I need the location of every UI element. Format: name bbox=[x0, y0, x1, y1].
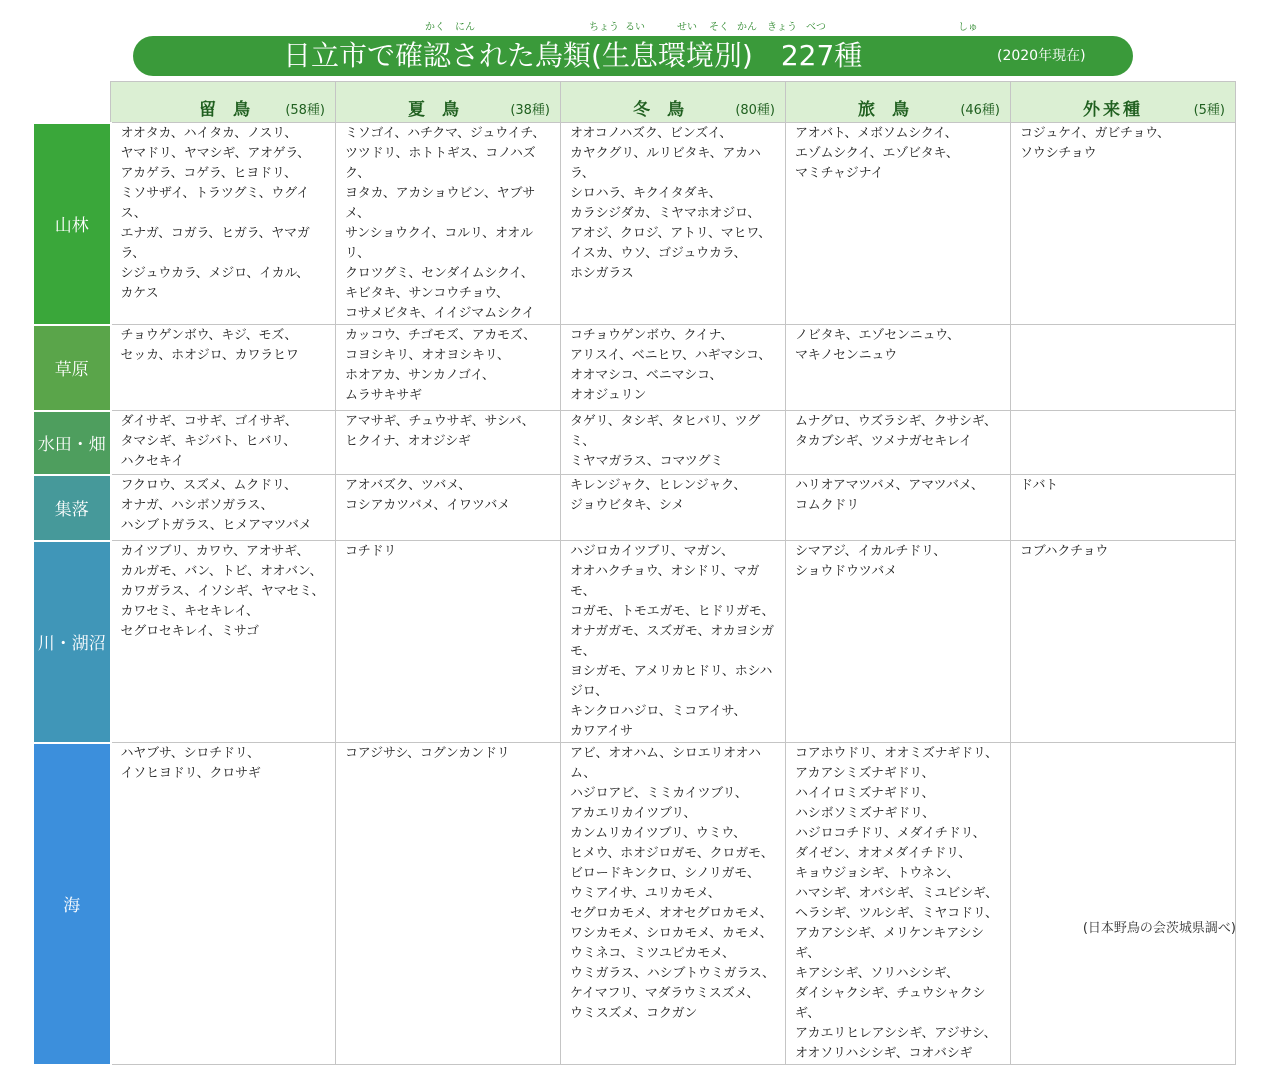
table-cell bbox=[111, 541, 336, 743]
bird-list-line: ハクセキイ bbox=[120, 454, 184, 469]
bird-list-line: チョウゲンボウ、キジ、モズ、 bbox=[120, 328, 298, 343]
table-cell bbox=[1011, 123, 1236, 325]
bird-list-line: カワガラス、イソシギ、ヤマセミ、 bbox=[120, 584, 325, 599]
bird-list-line: コアジサシ、コグンカンドリ bbox=[345, 746, 510, 761]
table-cell bbox=[111, 123, 336, 325]
title-ruby-3: ちょう bbox=[589, 22, 619, 33]
bird-list-line: コチドリ bbox=[345, 544, 397, 559]
bird-list-line: アオバト、メボソムシクイ、 bbox=[795, 126, 958, 141]
column-label: 旅 鳥 bbox=[858, 100, 909, 120]
table-cell bbox=[561, 475, 786, 541]
bird-list-line: カイツブリ、カワウ、アオサギ、 bbox=[120, 544, 310, 559]
table-cell bbox=[561, 325, 786, 411]
table-cell bbox=[786, 325, 1011, 411]
row-category-label: 水田・畑 bbox=[37, 435, 106, 455]
table-row bbox=[33, 325, 1236, 411]
bird-list-line: エゾムシクイ、エゾビタキ、 bbox=[795, 146, 959, 161]
row-category bbox=[33, 541, 111, 743]
bird-list-line: ケイマフリ、マダラウミスズメ、 bbox=[570, 986, 760, 1001]
bird-list-line: シロハラ、キクイタダキ、 bbox=[570, 186, 722, 201]
column-header-passage bbox=[786, 82, 1011, 123]
bird-list-line: イソヒヨドリ、クロサギ bbox=[120, 766, 261, 781]
bird-list-line: アカエリカイツブリ、 bbox=[570, 806, 697, 821]
table-cell bbox=[1011, 325, 1236, 411]
table-cell bbox=[786, 743, 1011, 1065]
table-row bbox=[33, 541, 1236, 743]
table-cell bbox=[561, 541, 786, 743]
column-header-summer bbox=[336, 82, 561, 123]
table-cell bbox=[561, 411, 786, 475]
title-ruby-2: にん bbox=[455, 22, 475, 33]
title-ruby-10: しゅ bbox=[958, 22, 978, 33]
bird-list-line: ウミアイサ、ユリカモメ、 bbox=[570, 886, 721, 901]
bird-list-line: オナガ、ハシボソガラス、 bbox=[120, 498, 274, 513]
bird-list-line: ハシボソミズナギドリ、 bbox=[795, 806, 935, 821]
table-cell bbox=[336, 475, 561, 541]
bird-list-line: ウミネコ、ミツユビカモメ、 bbox=[570, 946, 735, 961]
table-cell bbox=[336, 743, 561, 1065]
title-date: (2020年現在) bbox=[997, 48, 1086, 64]
bird-list-line: ソウシチョウ bbox=[1020, 146, 1097, 161]
bird-list-line: イスカ、ウソ、ゴジュウカラ、 bbox=[570, 246, 747, 261]
bird-list-line: カラシジダカ、ミヤマホオジロ、 bbox=[570, 206, 761, 221]
column-count: (5種) bbox=[1193, 103, 1225, 118]
table-cell bbox=[111, 411, 336, 475]
bird-list-line: ツツドリ、ホトトギス、コノハズク、 bbox=[345, 146, 536, 181]
bird-list-line: カッコウ、チゴモズ、アカモズ、 bbox=[345, 328, 536, 343]
bird-table bbox=[32, 81, 1236, 1066]
bird-list-line: ハシブトガラス、ヒメアマツバメ bbox=[120, 518, 312, 533]
table-cell bbox=[336, 541, 561, 743]
table-cell bbox=[1011, 411, 1236, 475]
bird-list-line: キンクロハジロ、ミコアイサ、 bbox=[570, 704, 747, 719]
bird-list-line: コアホウドリ、オオミズナギドリ、 bbox=[795, 746, 998, 761]
bird-list-line: セグロセキレイ、ミサゴ bbox=[120, 624, 259, 639]
bird-list-line: シジュウカラ、メジロ、イカル、 bbox=[120, 266, 309, 281]
bird-list-line: ヨタカ、アカショウビン、ヤブサメ、 bbox=[345, 186, 536, 221]
bird-list-line: シマアジ、イカルチドリ、 bbox=[795, 544, 947, 559]
bird-list-line: ヒクイナ、オオジシギ bbox=[345, 434, 471, 449]
title-banner bbox=[133, 36, 1133, 76]
title-ruby-9: べつ bbox=[806, 22, 826, 33]
title-ruby-4: るい bbox=[625, 22, 645, 33]
bird-list-line: ハイイロミズナギドリ、 bbox=[795, 786, 935, 801]
bird-list-line: マミチャジナイ bbox=[795, 166, 884, 181]
bird-list-line: アカエリヒレアシシギ、アジサシ、 bbox=[795, 1026, 997, 1041]
bird-list-line: カケス bbox=[120, 286, 159, 301]
bird-list-line: ハヤブサ、シロチドリ、 bbox=[120, 746, 260, 761]
bird-list-line: コガモ、トモエガモ、ヒドリガモ、 bbox=[570, 604, 775, 619]
bird-list-line: ミヤマガラス、コマツグミ bbox=[570, 454, 724, 469]
column-label: 外来種 bbox=[1083, 100, 1143, 120]
title-ruby-6: そく bbox=[709, 22, 729, 33]
table-cell bbox=[111, 325, 336, 411]
bird-list-line: セッカ、ホオジロ、カワラヒワ bbox=[120, 348, 299, 363]
bird-list-line: ミソサザイ、トラツグミ、ウグイス、 bbox=[120, 186, 310, 221]
column-label: 冬 鳥 bbox=[633, 100, 684, 120]
bird-list-line: キビタキ、サンコウチョウ、 bbox=[345, 286, 509, 301]
table-cell bbox=[111, 743, 336, 1065]
table-cell bbox=[786, 541, 1011, 743]
title-ruby-5: せい bbox=[677, 22, 697, 33]
bird-list-line: カンムリカイツブリ、ウミウ、 bbox=[570, 826, 746, 841]
bird-list-line: オオソリハシシギ、コオバシギ bbox=[795, 1046, 973, 1061]
bird-list-line: ドバト bbox=[1020, 478, 1058, 493]
bird-list-line: アカアシミズナギドリ、 bbox=[795, 766, 935, 781]
bird-list-line: ホオアカ、サンカノゴイ、 bbox=[345, 368, 495, 383]
column-count: (80種) bbox=[735, 103, 775, 118]
bird-list-line: コチョウゲンボウ、クイナ、 bbox=[570, 328, 734, 343]
bird-list-line: カワセミ、キセキレイ、 bbox=[120, 604, 259, 619]
bird-list-line: コムクドリ bbox=[795, 498, 860, 513]
bird-list-line: カワアイサ bbox=[570, 724, 633, 739]
table-cell bbox=[786, 123, 1011, 325]
title-ruby-1: かく bbox=[425, 22, 445, 33]
bird-list-line: ウミガラス、ハシブトウミガラス、 bbox=[570, 966, 775, 981]
column-count: (38種) bbox=[510, 103, 550, 118]
table-cell bbox=[336, 325, 561, 411]
table-cell bbox=[1011, 475, 1236, 541]
column-count: (58種) bbox=[285, 103, 325, 118]
bird-list-line: ジョウビタキ、シメ bbox=[570, 498, 685, 513]
bird-list-line: コサメビタキ、イイジマムシクイ bbox=[345, 306, 535, 321]
row-category-label: 集落 bbox=[54, 500, 89, 520]
bird-list-line: ハジロカイツブリ、マガン、 bbox=[570, 544, 734, 559]
row-category bbox=[33, 411, 111, 475]
bird-list-line: セグロカモメ、オオセグロカモメ、 bbox=[570, 906, 773, 921]
table-cell bbox=[786, 475, 1011, 541]
bird-list-line: ミソゴイ、ハチクマ、ジュウイチ、 bbox=[345, 126, 546, 141]
bird-list-line: アオジ、クロジ、アトリ、マヒワ、 bbox=[570, 226, 771, 241]
bird-list-line: ビロードキンクロ、シノリガモ、 bbox=[570, 866, 760, 881]
bird-list-line: オオハクチョウ、オシドリ、マガモ、 bbox=[570, 564, 760, 599]
bird-list-line: キョウジョシギ、トウネン、 bbox=[795, 866, 960, 881]
bird-list-line: サンショウクイ、コルリ、オオルリ、 bbox=[345, 226, 533, 261]
bird-list-line: ヤマドリ、ヤマシギ、アオゲラ、 bbox=[120, 146, 310, 161]
table-cell bbox=[561, 743, 786, 1065]
bird-list-line: コジュケイ、ガビチョウ、 bbox=[1020, 126, 1170, 141]
row-category bbox=[33, 743, 111, 1065]
bird-list-line: タカブシギ、ツメナガセキレイ bbox=[795, 434, 972, 449]
bird-list-line: オオジュリン bbox=[570, 388, 647, 403]
row-category-label: 草原 bbox=[54, 360, 89, 380]
bird-list-line: アビ、オオハム、シロエリオオハム、 bbox=[570, 746, 761, 781]
row-category bbox=[33, 123, 111, 325]
bird-list-line: ヨシガモ、アメリカヒドリ、ホシハジロ、 bbox=[570, 664, 773, 699]
bird-list-line: アリスイ、ベニヒワ、ハギマシコ、 bbox=[570, 348, 772, 363]
table-row bbox=[33, 411, 1236, 475]
bird-list-line: ダイゼン、オオメダイチドリ、 bbox=[795, 846, 972, 861]
row-category-label: 海 bbox=[63, 896, 81, 916]
column-header-resident bbox=[111, 82, 336, 123]
bird-list-line: エナガ、コガラ、ヒガラ、ヤマガラ、 bbox=[120, 226, 310, 261]
title-ruby-8: きょう bbox=[767, 22, 797, 33]
column-label: 夏 鳥 bbox=[408, 100, 459, 120]
bird-list-line: ホシガラス bbox=[570, 266, 634, 281]
bird-list-line: カヤクグリ、ルリビタキ、アカハラ、 bbox=[570, 146, 761, 181]
table-row bbox=[33, 743, 1236, 1065]
bird-list-line: ヘラシギ、ツルシギ、ミヤコドリ、 bbox=[795, 906, 998, 921]
bird-list-line: ハリオアマツバメ、アマツバメ、 bbox=[795, 478, 984, 493]
bird-list-line: ワシカモメ、シロカモメ、カモメ、 bbox=[570, 926, 773, 941]
bird-list-line: アマサギ、チュウサギ、サシバ、 bbox=[345, 414, 535, 429]
bird-list-line: アカゲラ、コゲラ、ヒヨドリ、 bbox=[120, 166, 297, 181]
bird-list-line: ウミスズメ、コクガン bbox=[570, 1006, 698, 1021]
header-corner bbox=[33, 82, 111, 123]
bird-list-line: ハマシギ、オバシギ、ミユビシギ、 bbox=[795, 886, 998, 901]
table-cell bbox=[1011, 541, 1236, 743]
source-credit: (日本野鳥の会茨城県調べ) bbox=[1082, 921, 1236, 936]
bird-list-line: ダイシャクシギ、チュウシャクシギ、 bbox=[795, 986, 986, 1021]
bird-list-line: カルガモ、バン、トビ、オオバン、 bbox=[120, 564, 323, 579]
row-category-label: 川・湖沼 bbox=[37, 634, 106, 654]
bird-list-line: キレンジャク、ヒレンジャク、 bbox=[570, 478, 747, 493]
bird-list-line: コブハクチョウ bbox=[1020, 544, 1109, 559]
page-title: 日立市で確認された鳥類(生息環境別) 227種 bbox=[283, 39, 863, 72]
bird-list-line: タマシギ、キジバト、ヒバリ、 bbox=[120, 434, 297, 449]
bird-list-line: フクロウ、スズメ、ムクドリ、 bbox=[120, 478, 297, 493]
title-ruby-7: かん bbox=[737, 22, 757, 33]
bird-list-line: ダイサギ、コサギ、ゴイサギ、 bbox=[120, 414, 298, 429]
column-count: (46種) bbox=[960, 103, 1000, 118]
table-cell bbox=[786, 411, 1011, 475]
bird-list-line: ムラサキサギ bbox=[345, 388, 422, 403]
bird-list-line: キアシシギ、ソリハシシギ、 bbox=[795, 966, 959, 981]
bird-list-line: オオタカ、ハイタカ、ノスリ、 bbox=[120, 126, 298, 141]
row-category bbox=[33, 475, 111, 541]
column-label: 留 鳥 bbox=[199, 100, 250, 120]
table-cell bbox=[1011, 743, 1236, 1065]
table-row bbox=[33, 475, 1236, 541]
bird-list-line: ヒメウ、ホオジロガモ、クロガモ、 bbox=[570, 846, 774, 861]
table-cell bbox=[561, 123, 786, 325]
column-header-winter bbox=[561, 82, 786, 123]
table-cell bbox=[336, 411, 561, 475]
bird-list-line: ムナグロ、ウズラシギ、クサシギ、 bbox=[795, 414, 997, 429]
table-row bbox=[33, 123, 1236, 325]
bird-list-line: オオマシコ、ベニマシコ、 bbox=[570, 368, 723, 383]
bird-list-line: クロツグミ、センダイムシクイ、 bbox=[345, 266, 534, 281]
bird-list-line: ショウドウツバメ bbox=[795, 564, 897, 579]
table-body bbox=[33, 123, 1236, 1065]
bird-list-line: マキノセンニュウ bbox=[795, 348, 898, 363]
table-cell bbox=[336, 123, 561, 325]
row-category bbox=[33, 325, 111, 411]
column-header-introduced bbox=[1011, 82, 1236, 123]
bird-list-line: コヨシキリ、オオヨシキリ、 bbox=[345, 348, 510, 363]
bird-list-line: アカアシシギ、メリケンキアシシギ、 bbox=[795, 926, 984, 961]
bird-list-line: オオコノハズク、ビンズイ、 bbox=[570, 126, 733, 141]
bird-list-line: タゲリ、タシギ、タヒバリ、ツグミ、 bbox=[570, 414, 761, 449]
header-row bbox=[33, 82, 1236, 123]
bird-list-line: アオバズク、ツバメ、 bbox=[345, 478, 472, 493]
row-category-label: 山林 bbox=[54, 216, 89, 236]
bird-list-line: オナガガモ、スズガモ、オカヨシガモ、 bbox=[570, 624, 774, 659]
bird-list-line: ハジロコチドリ、メダイチドリ、 bbox=[795, 826, 986, 841]
table-cell bbox=[111, 475, 336, 541]
bird-list-line: コシアカツバメ、イワツバメ bbox=[345, 498, 510, 513]
bird-list-line: ノビタキ、エゾセンニュウ、 bbox=[795, 328, 960, 343]
bird-list-line: ハジロアビ、ミミカイツブリ、 bbox=[570, 786, 748, 801]
